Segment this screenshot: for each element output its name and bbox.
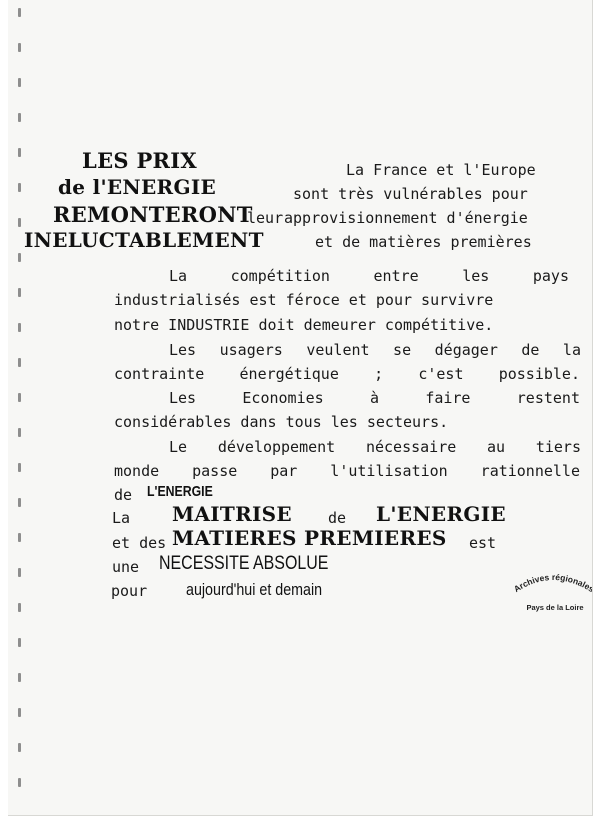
intro-line-3a: leur: [247, 209, 284, 227]
punch-hole: [18, 708, 21, 717]
p2-line-1: Les usagers veulent se dégager de la: [169, 341, 581, 359]
punch-hole: [18, 8, 21, 17]
archives-stamp: [505, 566, 596, 620]
punch-hole: [18, 218, 21, 227]
title-line-3: REMONTERONT: [53, 202, 253, 227]
punch-hole: [18, 393, 21, 402]
p4-end-de: de: [114, 486, 133, 504]
punch-hole: [18, 78, 21, 87]
p4-line-2: monde passe par l'utilisation rationnelle: [114, 462, 580, 480]
conclusion-une: une: [112, 558, 140, 576]
punch-hole: [18, 778, 21, 787]
conclusion-la: La: [112, 509, 131, 527]
punch-hole: [18, 533, 21, 542]
conclusion-et-des: et des: [112, 534, 167, 552]
p3-line-1: Les Economies à faire restent: [169, 389, 580, 407]
conclusion-energie: L'ENERGIE: [376, 502, 506, 526]
document-page: [8, 0, 596, 816]
conclusion-necessite-absolue: NECESSITE ABSOLUE: [159, 553, 329, 574]
title-line-1: LES PRIX: [82, 148, 198, 173]
punch-hole: [18, 673, 21, 682]
intro-line-3b: approvisionnement d'énergie: [284, 209, 528, 227]
p2-line-2: contrainte énergétique ; c'est possible.: [114, 365, 580, 383]
conclusion-aujourdhui-et-demain: aujourd'hui et demain: [186, 580, 323, 599]
title-line-2: de l'ENERGIE: [58, 175, 217, 199]
punch-hole: [18, 358, 21, 367]
title-line-4: INELUCTABLEMENT: [24, 228, 264, 252]
intro-line-1: La France et l'Europe: [346, 161, 536, 179]
stamp-subtitle: Pays de la Loire: [526, 603, 584, 612]
intro-line-4: et de matières premières: [315, 233, 532, 251]
intro-line-2: sont très vulnérables pour: [293, 185, 528, 203]
punch-hole: [18, 638, 21, 647]
punch-hole: [18, 148, 21, 157]
conclusion-matieres-premieres: MATIERES PREMIERES: [172, 526, 447, 550]
punch-hole: [18, 428, 21, 437]
p1-line-3: notre INDUSTRIE doit demeurer compétitive.: [114, 316, 494, 334]
p3-line-2: considérables dans tous les secteurs.: [114, 413, 449, 431]
punch-hole: [18, 43, 21, 52]
punch-hole: [18, 603, 21, 612]
p4-end-energie: L'ENERGIE: [147, 483, 213, 500]
conclusion-pour: pour: [111, 582, 148, 600]
punch-hole: [18, 498, 21, 507]
conclusion-est: est: [469, 534, 497, 552]
stamp-arc-text: Archives régionales: [511, 571, 596, 595]
punch-hole: [18, 253, 21, 262]
p1-line-1: La compétition entre les pays: [169, 267, 569, 285]
punch-hole: [18, 323, 21, 332]
p4-line-1: Le développement nécessaire au tiers: [169, 438, 581, 456]
conclusion-maitrise: MAITRISE: [172, 502, 292, 526]
punch-hole: [18, 743, 21, 752]
punch-hole: [18, 568, 21, 577]
conclusion-de: de: [328, 509, 347, 527]
punch-hole: [18, 183, 21, 192]
p1-line-2: industrialisés est féroce et pour survivre: [114, 291, 494, 309]
punch-hole: [18, 463, 21, 472]
punch-hole: [18, 113, 21, 122]
punch-hole: [18, 288, 21, 297]
